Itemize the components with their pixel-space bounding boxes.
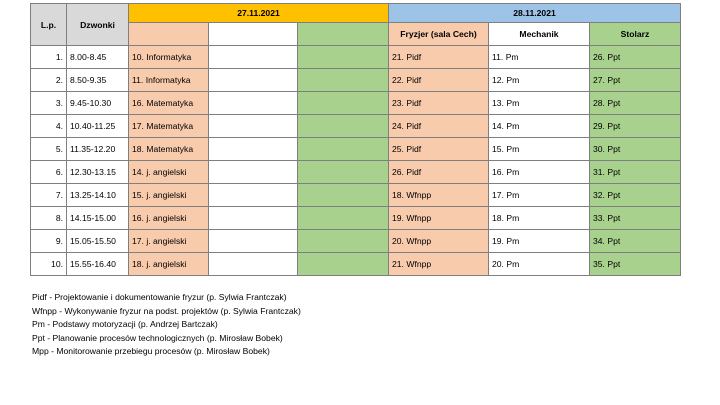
table-row [31,253,681,276]
bell-time-cell: 13.25-14.10 [67,184,129,207]
day1-subject-cell: 17. Matematyka [129,115,209,138]
subheader-day1-green [298,23,389,46]
date-header-1: 27.11.2021 [129,4,389,23]
legend-item: Mpp - Monitorowanie przebiegu procesów (p. Mirosław Bobek) [32,346,270,357]
mechanik-cell: 15. Pm [489,138,590,161]
table-row [31,230,681,253]
lp-cell: 9. [31,230,67,253]
stolarz-cell: 34. Ppt [590,230,681,253]
stolarz-cell: 31. Ppt [590,161,681,184]
bell-time-cell: 15.05-15.50 [67,230,129,253]
mechanik-cell: 18. Pm [489,207,590,230]
stolarz-cell: 33. Ppt [590,207,681,230]
lp-cell: 1. [31,46,67,69]
stolarz-cell: 28. Ppt [590,92,681,115]
col-header-bells: Dzwonki [67,4,129,46]
bell-time-cell: 8.50-9.35 [67,69,129,92]
day1-empty-cell [298,69,389,92]
day1-empty-cell [298,230,389,253]
day1-empty-cell [209,230,298,253]
lp-cell: 7. [31,184,67,207]
day1-empty-cell [209,161,298,184]
legend-item: Ppt - Planowanie procesów technologicznych (p. Mirosław Bobek) [32,332,283,343]
stolarz-cell: 35. Ppt [590,253,681,276]
subheader-day1-peach [129,23,209,46]
fryzjer-cell: 24. Pidf [389,115,489,138]
lp-cell: 4. [31,115,67,138]
day1-empty-cell [209,138,298,161]
table-row [31,161,681,184]
table-row [31,46,681,69]
legend-item: Pm - Podstawy motoryzacji (p. Andrzej Bartczak) [32,319,218,330]
day1-empty-cell [298,46,389,69]
fryzjer-cell: 21. Pidf [389,46,489,69]
date-header-2: 28.11.2021 [389,4,681,23]
mechanik-cell: 17. Pm [489,184,590,207]
mechanik-cell: 19. Pm [489,230,590,253]
col-header-lp: L.p. [31,4,67,46]
table-row [31,207,681,230]
mechanik-cell: 11. Pm [489,46,590,69]
lp-cell: 10. [31,253,67,276]
day1-empty-cell [209,253,298,276]
lp-cell: 8. [31,207,67,230]
subheader-mechanik: Mechanik [489,23,590,46]
day1-empty-cell [209,46,298,69]
schedule-table [30,3,681,276]
header-row-dates [31,4,681,23]
day1-subject-cell: 11. Informatyka [129,69,209,92]
fryzjer-cell: 22. Pidf [389,69,489,92]
stolarz-cell: 32. Ppt [590,184,681,207]
table-row [31,138,681,161]
day1-empty-cell [298,253,389,276]
lp-cell: 3. [31,92,67,115]
day1-subject-cell: 10. Informatyka [129,46,209,69]
legend-item: Wfnpp - Wykonywanie fryzur na podst. projektów (p. Sylwia Frantczak) [32,305,301,316]
stolarz-cell: 29. Ppt [590,115,681,138]
mechanik-cell: 13. Pm [489,92,590,115]
abbreviation-legend [32,291,301,359]
stolarz-cell: 30. Ppt [590,138,681,161]
stolarz-cell: 26. Ppt [590,46,681,69]
legend-item: Pidf - Projektowanie i dokumentowanie fryzur (p. Sylwia Frantczak) [32,292,287,302]
fryzjer-cell: 25. Pidf [389,138,489,161]
day1-empty-cell [298,138,389,161]
table-row [31,69,681,92]
day1-empty-cell [298,92,389,115]
day1-subject-cell: 16. Matematyka [129,92,209,115]
fryzjer-cell: 21. Wfnpp [389,253,489,276]
mechanik-cell: 12. Pm [489,69,590,92]
table-row [31,92,681,115]
day1-empty-cell [209,92,298,115]
subheader-fryzjer: Fryzjer (sala Cech) [389,23,489,46]
day1-empty-cell [298,207,389,230]
subheader-stolarz: Stolarz [590,23,681,46]
bell-time-cell: 14.15-15.00 [67,207,129,230]
fryzjer-cell: 20. Wfnpp [389,230,489,253]
day1-subject-cell: 18. j. angielski [129,253,209,276]
mechanik-cell: 14. Pm [489,115,590,138]
lp-cell: 2. [31,69,67,92]
mechanik-cell: 16. Pm [489,161,590,184]
fryzjer-cell: 19. Wfnpp [389,207,489,230]
lp-cell: 6. [31,161,67,184]
header-row-groups [31,23,681,46]
fryzjer-cell: 18. Wfnpp [389,184,489,207]
day1-empty-cell [209,184,298,207]
day1-empty-cell [298,161,389,184]
bell-time-cell: 9.45-10.30 [67,92,129,115]
bell-time-cell: 11.35-12.20 [67,138,129,161]
table-row [31,184,681,207]
bell-time-cell: 10.40-11.25 [67,115,129,138]
day1-empty-cell [209,115,298,138]
day1-empty-cell [209,207,298,230]
subheader-day1-white [209,23,298,46]
fryzjer-cell: 26. Pidf [389,161,489,184]
day1-subject-cell: 14. j. angielski [129,161,209,184]
bell-time-cell: 15.55-16.40 [67,253,129,276]
table-row [31,115,681,138]
day1-subject-cell: 15. j. angielski [129,184,209,207]
day1-empty-cell [298,115,389,138]
stolarz-cell: 27. Ppt [590,69,681,92]
day1-empty-cell [209,69,298,92]
mechanik-cell: 20. Pm [489,253,590,276]
day1-empty-cell [298,184,389,207]
day1-subject-cell: 16. j. angielski [129,207,209,230]
lp-cell: 5. [31,138,67,161]
bell-time-cell: 12.30-13.15 [67,161,129,184]
day1-subject-cell: 18. Matematyka [129,138,209,161]
day1-subject-cell: 17. j. angielski [129,230,209,253]
fryzjer-cell: 23. Pidf [389,92,489,115]
bell-time-cell: 8.00-8.45 [67,46,129,69]
